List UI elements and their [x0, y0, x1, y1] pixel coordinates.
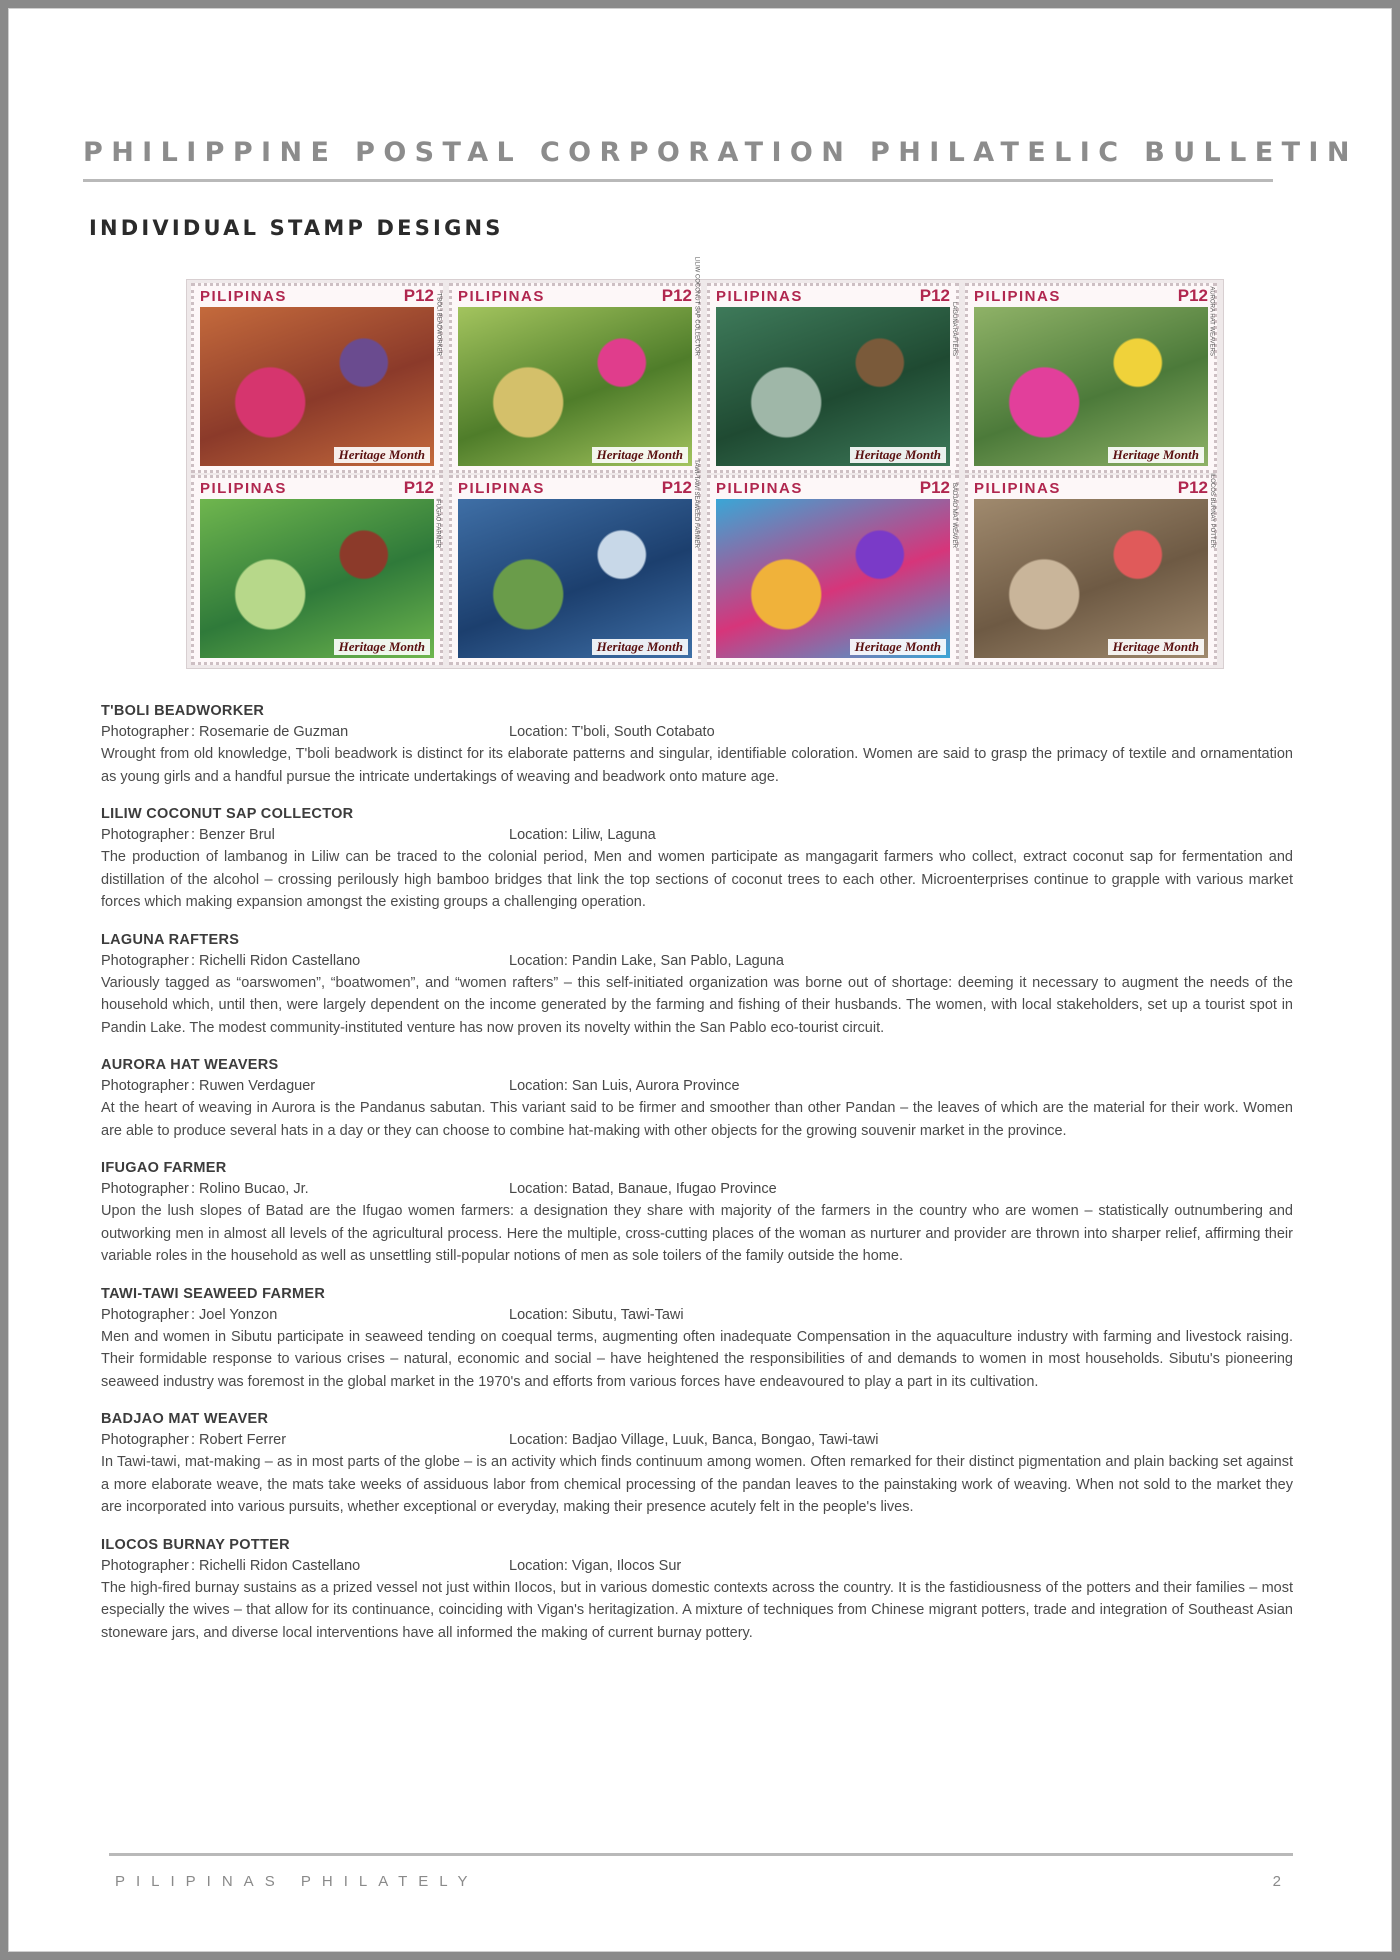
section-title: INDIVIDUAL STAMP DESIGNS: [89, 216, 504, 240]
photographer-name: : Ruwen Verdaguer: [191, 1078, 316, 1094]
stamp-side-label: T'BOLI BEADWORKER: [435, 292, 441, 356]
stamp-caption: Heritage Month: [334, 639, 430, 655]
header-divider: [83, 179, 1273, 182]
bulletin-page: [8, 8, 1392, 1952]
stamp-entry: [101, 1284, 1293, 1394]
photographer-name: : Robert Ferrer: [191, 1432, 287, 1448]
entry-description: Wrought from old knowledge, T'boli beadwork is distinct for its elaborate patterns and singular, identifiable coloration. Women are said to grasp the primacy of textile and ornamentation as young girls and a handful pursue the intricate undertakings of weaving and beadwork onto mature age.: [101, 746, 1293, 785]
stamp-6: [449, 459, 701, 665]
entry-meta: [101, 1304, 1293, 1326]
stamp-caption: Heritage Month: [1108, 447, 1204, 463]
entry-location: Location: Liliw, Laguna: [509, 827, 656, 843]
entry-photographer: [101, 1178, 309, 1200]
entry-title: TAWI-TAWI SEAWEED FARMER: [101, 1285, 326, 1302]
entry-photographer: [101, 1429, 286, 1451]
stamp-entry: [101, 804, 1293, 914]
entry-photographer: [101, 1075, 315, 1097]
stamp-4: [965, 283, 1217, 473]
stamp-sheet: [186, 256, 1224, 669]
stamp-denomination: P12: [661, 478, 692, 497]
stamp-7: [707, 475, 959, 665]
stamp-side-label: TAWI-TAWI SEAWEED FARMER: [693, 459, 699, 548]
entry-meta: [101, 1429, 1293, 1451]
footer-divider: [109, 1853, 1293, 1856]
photographer-label: Photographer: [101, 1557, 189, 1574]
stamp-denomination: P12: [1177, 286, 1208, 305]
entry-location: Location: Badjao Village, Luuk, Banca, Bongao, Tawi-tawi: [509, 1432, 879, 1448]
stamp-entry: [101, 1055, 1293, 1142]
entry-description: The production of lambanog in Liliw can be traced to the colonial period, Men and women participate as mangagarit farmers who collect, extract coconut sap for fermentation and distillation of the alcohol – crossing perilously high bamboo bridges that link the top sections of coconut trees to each other. Microenterprises continue to grapple with various market forces which making expansion amongst the existing groups a challenging operation.: [101, 849, 1293, 910]
stamp-caption: Heritage Month: [592, 639, 688, 655]
stamp-artwork: [716, 499, 950, 658]
stamp-country: PILIPINAS: [974, 480, 1061, 497]
stamp-country: PILIPINAS: [200, 480, 287, 497]
page-number: 2: [1272, 1873, 1281, 1890]
entry-description: Variously tagged as “oarswomen”, “boatwomen”, and “women rafters” – this self-initiated organization was borne out of shortage: deeming it necessary to augment the needs of the household which, until then, were largely dependent on the income generated by the farming and fishing of their husbands. The women, with local stakeholders, set up a tourist spot in Pandin Lake. The modest community-instituted venture has now proven its novelty within the San Pablo eco-tourist circuit.: [101, 974, 1293, 1036]
photographer-name: : Benzer Brul: [191, 827, 275, 843]
stamp-entry: [101, 701, 1293, 788]
entry-location: Location: T'boli, South Cotabato: [509, 724, 715, 740]
photographer-label: Photographer: [101, 1181, 189, 1197]
stamp-descriptions: [101, 701, 1293, 1660]
stamp-caption: Heritage Month: [334, 447, 430, 463]
stamp-entry: [101, 1535, 1293, 1645]
stamp-artwork: [716, 307, 950, 466]
stamp-country: PILIPINAS: [458, 480, 545, 497]
entry-photographer: [101, 721, 348, 743]
stamp-country: PILIPINAS: [974, 288, 1061, 305]
stamp-denomination: P12: [661, 286, 692, 305]
entry-title: LAGUNA RAFTERS: [101, 931, 240, 948]
stamp-artwork: [974, 499, 1208, 658]
stamp-1: [191, 283, 443, 473]
stamp-artwork: [458, 307, 692, 466]
stamp-entry: [101, 1409, 1293, 1519]
entry-meta: [101, 1178, 1293, 1200]
stamp-caption: Heritage Month: [850, 447, 946, 463]
stamp-side-label: BADJAO MAT WEAVER: [951, 482, 957, 548]
stamp-denomination: P12: [403, 286, 434, 305]
entry-meta: [101, 824, 1293, 846]
stamp-country: PILIPINAS: [200, 288, 287, 305]
photographer-name: : Richelli Ridon Castellano: [191, 952, 361, 969]
entry-description: In Tawi-tawi, mat-making – as in most parts of the globe – is an activity which finds continuum among women. Often remarked for their distinct pigmentation and plain backing set against a more elaborate weave, the mats take weeks of assiduous labor from chemical processing of the pandan leaves to the painstaking work of weaving. When not sold to the market they are incorporated into various pursuits, whether exceptional or everyday, making their presence acutely felt in the people's lives.: [101, 1454, 1293, 1515]
entry-description: At the heart of weaving in Aurora is the Pandanus sabutan. This variant said to be firmer and smoother than other Pandan – the leaves of which are the material for their work. Women are able to produce several hats in a day or they can choose to combine hat-making with other objects for the growing souvenir market in the province.: [101, 1100, 1293, 1139]
entry-title: BADJAO MAT WEAVER: [101, 1411, 269, 1427]
photographer-name: : Rosemarie de Guzman: [191, 724, 349, 740]
entry-title: LILIW COCONUT SAP COLLECTOR: [101, 806, 354, 822]
stamp-denomination: P12: [1177, 478, 1208, 497]
photographer-name: : Rolino Bucao, Jr.: [191, 1181, 309, 1197]
entry-photographer: [101, 1555, 360, 1577]
entry-photographer: [101, 824, 275, 846]
entry-meta: [101, 1555, 1293, 1577]
entry-title: AURORA HAT WEAVERS: [101, 1057, 279, 1073]
entry-description: Upon the lush slopes of Batad are the Ifugao women farmers: a designation they share with majority of the farmers in the country who are women – statistically outnumbering and outworking men in almost all levels of the agricultural process. Here the multiple, cross-cutting places of the woman as nurturer and provider are thrown into sharper relief, affirming their variable roles in the household as well as unsettling still-popular notions of men as sole toilers of the family outside the home.: [101, 1203, 1293, 1264]
footer-publication: PILIPINAS PHILATELY: [115, 1873, 479, 1890]
stamp-side-label: IFUGAO FARMER: [435, 498, 441, 548]
entry-title: IFUGAO FARMER: [101, 1160, 227, 1176]
entry-meta: [101, 721, 1293, 743]
stamp-side-label: LAGUNA RAFTERS: [951, 301, 957, 356]
stamp-side-label: LILIW COCONUT SAP COLLECTOR: [693, 256, 699, 356]
stamp-entry: [101, 1158, 1293, 1268]
entry-location: Location: San Luis, Aurora Province: [509, 1078, 740, 1094]
photographer-label: Photographer: [101, 952, 189, 969]
stamp-caption: Heritage Month: [1108, 639, 1204, 655]
photographer-label: Photographer: [101, 1432, 189, 1448]
stamp-3: [707, 283, 959, 473]
stamp-8: [965, 475, 1217, 665]
bulletin-title: PHILIPPINE POSTAL CORPORATION PHILATELIC BULLETIN: [83, 137, 1358, 168]
entry-photographer: [101, 950, 360, 972]
entry-location: Location: Sibutu, Tawi-Tawi: [509, 1306, 684, 1323]
stamp-artwork: [974, 307, 1208, 466]
stamp-2: [449, 256, 701, 473]
entry-description: Men and women in Sibutu participate in seaweed tending on coequal terms, augmenting often inadequate Compensation in the aquaculture industry with farming and livestock raising. Their formidable response to various crises – natural, economic and social – have heightened the responsibilities of and demands to women in most households. Sibutu's pioneering seaweed industry was foremost in the global market in the 1970's and efforts from various forces have endeavoured to play a part in its cultivation.: [101, 1328, 1293, 1390]
stamp-country: PILIPINAS: [716, 480, 803, 497]
entry-meta: [101, 950, 1293, 972]
entry-location: Location: Batad, Banaue, Ifugao Province: [509, 1181, 777, 1197]
entry-title: ILOCOS BURNAY POTTER: [101, 1536, 290, 1553]
photographer-label: Photographer: [101, 827, 189, 843]
stamp-denomination: P12: [919, 286, 950, 305]
entry-title: T'BOLI BEADWORKER: [101, 703, 265, 719]
stamp-side-label: AURORA HAT WEAVERS: [1209, 286, 1215, 356]
photographer-label: Photographer: [101, 724, 189, 740]
stamp-country: PILIPINAS: [458, 288, 545, 305]
stamp-artwork: [200, 499, 434, 658]
stamp-denomination: P12: [403, 478, 434, 497]
stamp-denomination: P12: [919, 478, 950, 497]
photographer-name: : Joel Yonzon: [191, 1306, 278, 1323]
photographer-name: : Richelli Ridon Castellano: [191, 1557, 361, 1574]
stamp-country: PILIPINAS: [716, 288, 803, 305]
stamp-artwork: [458, 499, 692, 658]
entry-meta: [101, 1075, 1293, 1097]
photographer-label: Photographer: [101, 1078, 189, 1094]
entry-location: Location: Vigan, Ilocos Sur: [509, 1557, 682, 1574]
entry-photographer: [101, 1304, 277, 1326]
stamp-caption: Heritage Month: [592, 447, 688, 463]
stamp-5: [191, 475, 443, 665]
entry-location: Location: Pandin Lake, San Pablo, Laguna: [509, 952, 784, 969]
stamp-entry: [101, 930, 1293, 1040]
photographer-label: Photographer: [101, 1306, 189, 1323]
stamp-side-label: ILOCOS BURNAY POTTER: [1209, 473, 1215, 548]
stamp-caption: Heritage Month: [850, 639, 946, 655]
stamp-artwork: [200, 307, 434, 466]
entry-description: The high-fired burnay sustains as a prized vessel not just within Ilocos, but in various domestic contexts across the country. It is the fastidiousness of the potters and their families – most especially the wives – that allow for its continuance, coinciding with Vigan's heritagization. A mixture of techniques from Chinese migrant potters, trade and integration of Southeast Asian stoneware jars, and diverse local interventions have all informed the making of current burnay pottery.: [101, 1579, 1293, 1641]
